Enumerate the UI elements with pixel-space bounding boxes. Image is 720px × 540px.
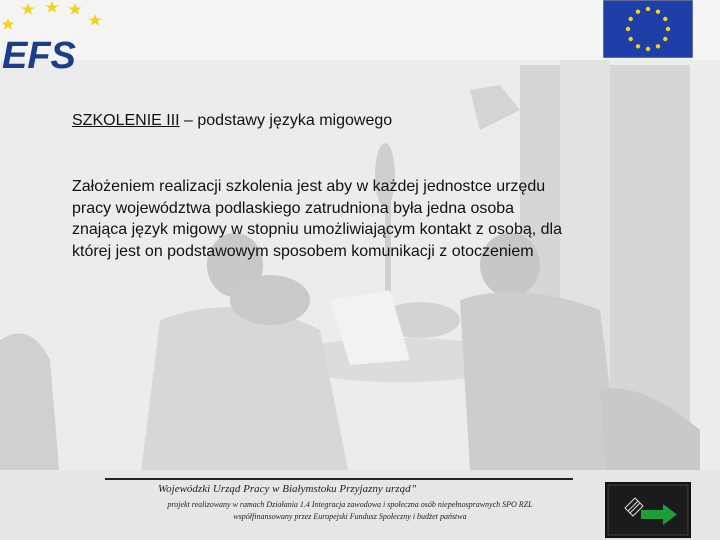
slide-body: Założeniem realizacji szkolenia jest aby w każdej jednostce urzędu pracy województwa podlaskiego zatrudniona była jedna osoba znająca język migowy w stopniu umożliwiającym kontakt z osobą, dla której jest on podstawowym sposobem komunikacji z otoczeniem (72, 178, 562, 260)
next-slide-button[interactable] (605, 482, 691, 538)
eu-flag-icon (603, 0, 693, 58)
slide-title-rest: – podstawy języka migowego (179, 112, 393, 129)
logo-stars (1, 1, 101, 30)
slide-title (72, 112, 392, 130)
footer-note (100, 499, 600, 523)
logo-text: EFS (2, 35, 76, 75)
footer-title: Wojewódzki Urząd Pracy w Białymstoku Przyjazny urząd” (158, 483, 417, 495)
footer-divider (105, 478, 573, 480)
footer-note-line2: współfinansowany przez Europejski Fundusz Społeczny i budżet państwa (233, 512, 467, 521)
footer-note-line1: projekt realizowany w ramach Działania 1.4 Integracja zawodowa i społeczna osób niepełnosprawnych SPO RZL (167, 500, 533, 509)
slide-title-prefix: SZKOLENIE III (72, 112, 180, 129)
efs-logo (0, 0, 110, 75)
